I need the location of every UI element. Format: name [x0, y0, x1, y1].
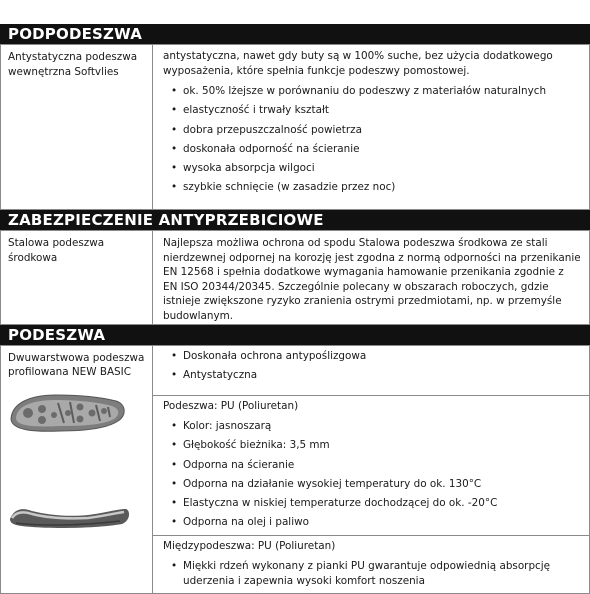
- row-label: Antystatyczna podeszwa wewnętrzna Softvlies: [8, 51, 138, 78]
- row-content-cell: [153, 345, 590, 395]
- list-item: • Odporna na olej i paliwo: [163, 515, 581, 530]
- intro-text: antystatyczna, nawet gdy buty są w 100% suche, bez użycia dodatkowego wyposażenia, które spełnia funkcje podeszwy pomostowej.: [163, 50, 553, 77]
- list-item: • ok. 50% lżejsze w porównaniu do podeszwy z materiałów naturalnych: [163, 84, 581, 99]
- block-heading: Międzypodeszwa: PU (Poliuretan): [163, 539, 336, 552]
- section-table-podeszwa: [0, 345, 590, 594]
- list-item: • doskonała odporność na ścieranie: [163, 142, 581, 157]
- section-header-podeszwa: PODESZWA: [0, 325, 590, 345]
- section-table-zabezpieczenie: [0, 230, 590, 325]
- row-content-cell: [153, 535, 590, 593]
- feature-list: [163, 559, 581, 588]
- section-header-podpodeszwa: PODPODESZWA: [0, 24, 590, 44]
- shoe-sole-tread-image: [8, 385, 128, 441]
- feature-list: [163, 349, 581, 383]
- row-label-cell: [1, 345, 153, 593]
- feature-list: [163, 84, 581, 195]
- list-item: • wysoka absorpcja wilgoci: [163, 161, 581, 176]
- description-text: Najlepsza możliwa ochrona od spodu Stalowa podeszwa środkowa ze stali nierdzewnej odpornej na korozję jest zgodna z normą odporności na przenikanie EN 12568 i spełnia dodatkowe wymagania hamowanie przenikania zgodnie z EN ISO 20344/20345. Szczególnie polecany w obszarach roboczych, gdzie istnieje zwiększone ryzyko zranienia ostrymi przedmiotami, np. w przemyśle budowlanym.: [163, 237, 581, 322]
- spec-sheet: [0, 24, 590, 594]
- list-item: • Antystatyczna: [163, 368, 581, 383]
- row-label-cell: [1, 45, 153, 210]
- row-content-cell: [153, 231, 590, 325]
- list-item: • Miękki rdzeń wykonany z pianki PU gwarantuje odpowiednią absorpcję uderzenia i zapewnia wysoki komfort noszenia: [163, 559, 581, 588]
- list-item: • Głębokość bieżnika: 3,5 mm: [163, 438, 581, 453]
- shoe-sole-side-image: [8, 499, 132, 531]
- row-label-cell: [1, 231, 153, 325]
- row-content-cell: [153, 395, 590, 535]
- list-item: • Odporna na ścieranie: [163, 458, 581, 473]
- section-table-podpodeszwa: [0, 44, 590, 210]
- row-label: Dwuwarstwowa podeszwa profilowana NEW BASIC: [8, 351, 145, 379]
- list-item: • Elastyczna w niskiej temperaturze dochodzącej do ok. -20°C: [163, 496, 581, 511]
- row-label: Stalowa podeszwa środkowa: [8, 237, 105, 264]
- feature-list: [163, 419, 581, 530]
- list-item: • szybkie schnięcie (w zasadzie przez noc): [163, 180, 581, 195]
- block-heading: Podeszwa: PU (Poliuretan): [163, 399, 299, 412]
- row-content-cell: [153, 45, 590, 210]
- list-item: • elastyczność i trwały kształt: [163, 103, 581, 118]
- section-header-zabezpieczenie: ZABEZPIECZENIE ANTYPRZEBICIOWE: [0, 210, 590, 230]
- list-item: • Odporna na działanie wysokiej temperatury do ok. 130°C: [163, 477, 581, 492]
- list-item: • Kolor: jasnoszarą: [163, 419, 581, 434]
- list-item: • Doskonała ochrona antypoślizgowa: [163, 349, 581, 364]
- list-item: • dobra przepuszczalność powietrza: [163, 123, 581, 138]
